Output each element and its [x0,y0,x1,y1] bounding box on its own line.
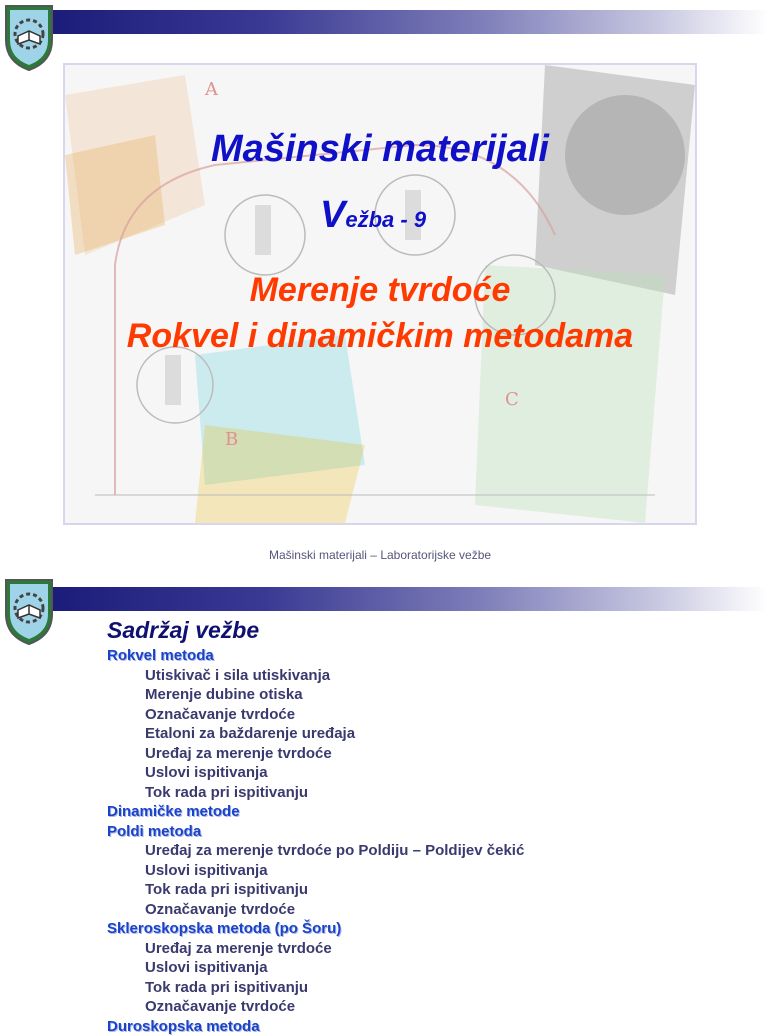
exercise-label: ežba - 9 [345,207,426,232]
list-item: Označavanje tvrdoće [107,705,747,725]
header-gradient-bar [50,587,768,611]
section-duroskopska: Duroskopska metoda [107,1017,747,1036]
list-item: Tok rada pri ispitivanju [107,880,747,900]
list-item: Uređaj za merenje tvrdoće po Poldiju – Poldijev čekić [107,841,747,861]
bg-label-c: C [505,389,519,410]
subtitle-line-1: Merenje tvrdoće [0,267,760,313]
list-item: Merenje dubine otiska [107,685,747,705]
subtitle-line-2: Rokvel i dinamičkim metodama [0,313,760,359]
university-logo-icon [0,0,58,72]
section-dinamicke: Dinamičke metode [107,802,747,822]
exercise-number [320,194,426,237]
list-item: Tok rada pri ispitivanju [107,978,747,998]
slide-title: Mašinski materijali [0,128,760,171]
list-item: Označavanje tvrdoće [107,997,747,1017]
contents-slide [0,572,768,1024]
list-item: Utiskivač i sila utiskivanja [107,666,747,686]
section-rokvel: Rokvel metoda [107,646,747,666]
header-gradient-bar [50,10,768,34]
section-poldi: Poldi metoda [107,822,747,842]
exercise-initial: V [320,194,345,236]
section-skleroskopska: Skleroskopska metoda (po Šoru) [107,919,747,939]
list-item: Uslovi ispitivanja [107,861,747,881]
list-item: Uslovi ispitivanja [107,763,747,783]
list-item: Uslovi ispitivanja [107,958,747,978]
list-item: Etaloni za baždarenje uređaja [107,724,747,744]
list-item: Označavanje tvrdoće [107,900,747,920]
list-item: Uređaj za merenje tvrdoće [107,744,747,764]
list-item: Tok rada pri ispitivanju [107,783,747,803]
list-item: Uređaj za merenje tvrdoće [107,939,747,959]
bg-label-a: A [204,79,219,100]
slide-footer: Mašinski materijali – Laboratorijske vežbe [0,548,760,562]
contents-heading: Sadržaj vežbe [107,617,259,644]
bg-label-b: B [225,429,238,450]
university-logo-icon [0,574,58,646]
contents-list [107,646,747,1036]
